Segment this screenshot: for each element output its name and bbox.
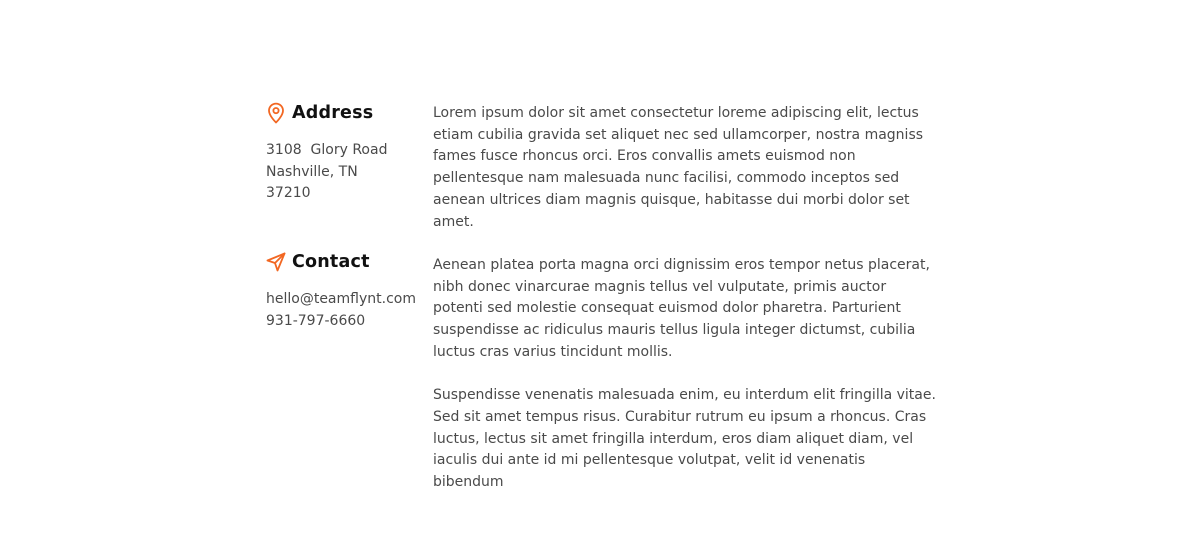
paragraph-2: Aenean platea porta magna orci dignissim eros tempor netus placerat, nibh donec vinarcurae magnis tellus vel vulputate, primis auctor potenti sed molestie consequat euismod dolor pharetra. Parturient suspendisse ac ridiculus mauris tellus ligula integer dictumst, cubilia luctus cras varius tincidunt mollis. [433,256,930,360]
contact-title: Contact [292,252,370,273]
contact-block [266,249,433,332]
contact-section [266,100,946,515]
map-pin-icon [266,102,286,124]
contact-sidebar [266,100,433,515]
address-block [266,100,433,205]
contact-phone[interactable]: 931-797-6660 [266,312,366,329]
address-lines [266,140,433,205]
address-title: Address [292,103,374,123]
address-street: 3108 Glory Road [266,142,388,158]
contact-email[interactable]: hello@teamflynt.com [266,291,416,308]
address-zip: 37210 [266,185,311,202]
address-heading [266,100,433,126]
paragraph-3: Suspendisse venenatis malesuada enim, eu interdum elit fringilla vitae. Sed sit amet tempus risus. Curabitur rutrum eu ipsum a rhoncus. Cras luctus, lectus sit amet fringilla interdum, eros diam aliquet diam, vel iaculis dui ante id mi pellentesque volutpat, velit id venenatis bibendum [433,387,936,490]
send-icon [266,251,286,273]
address-city: Nashville, TN [266,163,358,180]
body-text [433,100,938,515]
paragraph-1: Lorem ipsum dolor sit amet consectetur loreme adipiscing elit, lectus etiam cubilia gravida set aliquet nec sed ullamcorper, nostra magniss fames fusce rhoncus orci. Eros convallis amets euismod non pellentesque nam malesuada nunc facilisi, commodo inceptos sed aenean ultrices diam magnis quisque, habitasse dui morbi dolor set amet. [433,105,924,230]
contact-lines [266,289,433,332]
contact-heading [266,249,433,275]
